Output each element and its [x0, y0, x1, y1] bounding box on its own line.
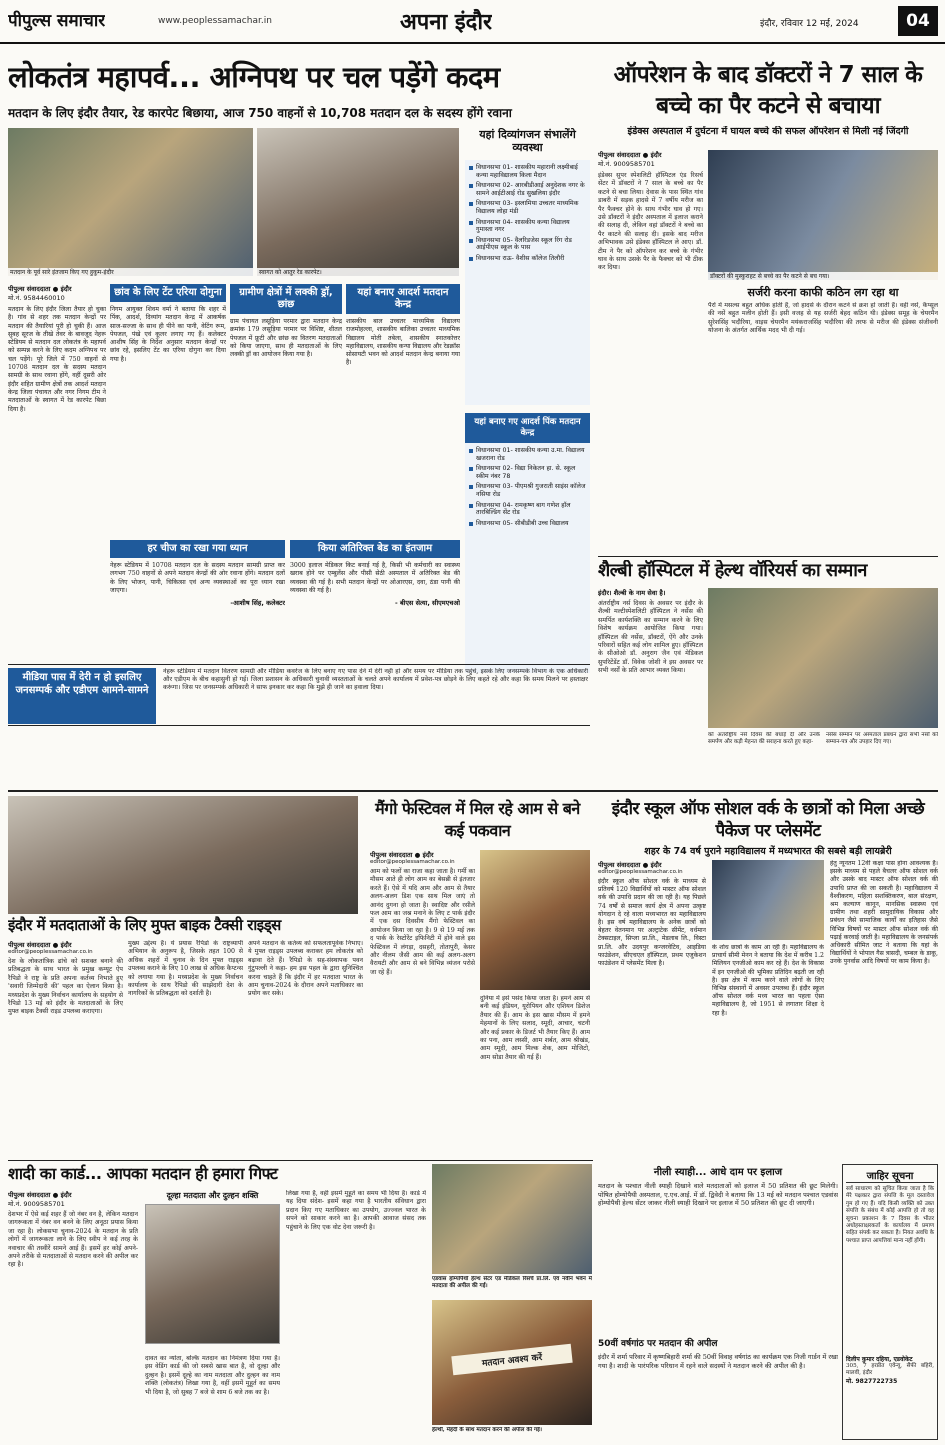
- lead-headline: लोकतंत्र महापर्व... अग्निपथ पर चल पड़ेंगे कदम: [8, 60, 500, 94]
- hospital-caption-right: नर्सेस सम्मान पर अस्पताल प्रबंधन द्वारा सभी नर्सों को सम्मान-पत्र और उपहार दिए गए।: [826, 732, 938, 746]
- pink-booth-item: विधानसभा 04- रामकृष्ण बाग गणेश हॉल तारबिल्डिंग सेंट रोड: [469, 502, 586, 517]
- divyang-box: [465, 128, 590, 688]
- bed-box: [290, 540, 460, 660]
- lead-photo-right-caption: स्वागत को आतुर रेड कारपेट।: [257, 268, 459, 276]
- wedding-body2: दावत का न्योता, बल्कि मतदान का निमंत्रण दिया गया है। इस वेडिंग कार्ड की जो सबसे खास बात है, वो दूल्हा और दुल्हन है। इसमें दूल्हे का नाम मतदाता और दुल्हन का नाम शक्ति (लोकतंत्र) लिखा गया है, वहीं इसमें मुहूर्त का समय भी दिया है, जो सुबह 7 बजे से शाम 6 बजे तक का है।: [145, 1355, 280, 1396]
- hospital-headline: शैल्बी हॉस्पिटल में हेल्थ वॉरियर्स का सम्मान: [598, 560, 867, 581]
- pink-booth-item: विधानसभा 03- पीएमश्री गुजराती साइंस कॉलेज नसिया रोड: [469, 483, 586, 498]
- mango-body: आम को फलों का राजा कहा जाता है। गर्मी का मौसम आते ही लोग आम का बेसब्री से इंतजार करते हैं। ऐसे में यदि आम और आम से तैयार अलग-अलग डिश एक साथ मिल जाएं तो आनंद दुगना हो जाता है। स्वादिष्ट और रसीले फल आम का जश्न मनाने के लिए ट पार्क इंदौर में एक दस दिवसीय मैंगो फेस्टिवल का आयोजन किया जा रहा है। 9 से 19 मई तक द पार्क के रेस्टोरेंट इफिनिटी में होने वाले इस फेस्टिवल में लंगड़ा, दसहरी, तोतापुरी, केसर और नीलम जैसी आम की कई अलग-अलग वैरायटी और आम से बने विभिन्न व्यंजन परोसे जा रहे हैं।: [370, 868, 475, 976]
- bike-body: देश के लोकतांत्रिक ढांचे को सशक्त बनाने की प्रतिबद्धता के साथ भारत के प्रमुख कम्यूट ऐप रैपिडो ने राष्ट्र के प्रति अपना कर्तव्य निभाते हुए 'सवारी जिम्मेदारी की' पहल का ऐलान किया है। मध्यप्रदेश के मुख्य निर्वाचन कार्यालय के सहयोग से रैपिडो 13 मई को इंदौर के मतदाताओं के लिए मुफ्त बाइक टैक्सी राइड उपलब्ध कराएगा।: [8, 958, 123, 1016]
- divyang-item: विधानसभा 04- शासकीय कन्या विद्यालय गुमास्ता नगर: [469, 219, 586, 234]
- wedding-body: देशभर में ऐसे कई शहर हैं जो नंबर वन है, लेकिन मतदान जागरूकता में नंबर वन बनने के लिए अनूठा प्रयास किया जा रहा है। लोकसभा चुनाव-2024 के मतदान के प्रति लोगों में जागरूकता लाने के लिए स्वीप ने कई तरह के नवाचार की तस्वीरें सामने आई हैं। इसमें हर कोई अपने-अपने तरीके से मतदाताओं से मतदान करने की अपील कर रहा है।: [8, 1211, 138, 1269]
- mango-column-1: [370, 850, 475, 1155]
- hospital-rule: [598, 556, 938, 557]
- blue-ink-box: [598, 1164, 838, 1440]
- anniversary-body: इंदौर में शर्मा परिवार में कृष्णबिहारी शर्मा की 50वीं विवाह वर्षगांठ का कार्यक्रम एक निजी गार्डन में रखा गया है। शादी के पारंपरिक परिधान में रहने वाले सदस्यों ने मतदान करने की अपील की है।: [598, 1353, 838, 1370]
- school-column-1: [598, 860, 706, 1160]
- bed-heading: किया अतिरिक्त बेड का इंतजाम: [290, 540, 460, 558]
- attention-box: [110, 540, 285, 660]
- wedding-card-image: [145, 1204, 280, 1344]
- operation-column-1: [598, 150, 703, 440]
- lead-column-3: [230, 284, 342, 534]
- pink-booth-item: विधानसभा 01- शासकीय कन्या उ.मा. विद्यालय खजराना रोड: [469, 447, 586, 462]
- rural-heading: ग्रामीण क्षेत्रों में लक्की ड्रॉ, छांछ: [230, 284, 342, 314]
- bike-photo: [8, 796, 358, 914]
- mango-byline: पीपुल्स संवाददाता ● इंदौर: [370, 851, 434, 859]
- hospital-byline: इंदौर। शैल्बी के नाम सेवा है।: [598, 589, 666, 597]
- bike-body3: अपने मतदान के कर्तव्य को सफलतापूर्वक निभाए। ये मुफ्त राइड्स उपलब्ध कराकर हम लोकतंत्र को बढ़ावा देते हैं। रैपिडो के सह-संस्थापक पवन गुंटुपल्ली ने कहा- हम इस पहल के द्वारा सुनिश्चित करना चाहते हैं कि इंदौर में हर मतदाता भारत के आम चुनाव-2024 के दौरान अपने मताधिकार का प्रयोग कर सके।: [248, 940, 363, 998]
- rural-body: ग्राम पंचायत लसूड़िया परमार द्वारा मतदान केन्द्र क्रमांक 179 लसूड़िया परमार पर विशिष्ट, शीतल पेयजल में फ्रूटी और छांछ का वितरण मतदाताओं को किया जाएगा, साथ ही मतदाताओं के लिए लक्की ड्रॉ का आयोजन किया गया है।: [230, 318, 342, 359]
- school-subhead: शहर के 74 वर्ष पुराने महाविद्यालय में मध्यभारत की सबसे बड़ी लायब्रेरी: [644, 846, 892, 857]
- hospital-column: [598, 588, 703, 788]
- wedding-body3: लिखा गया है, वहीं इसमें मुहूर्त का समय भी दिया है। कार्ड में यह दिया संदेश- इसमें कहा गया है भारतीय संविधान द्वारा प्रदान किए गए मताधिकार का उपयोग, उज्ज्वल भारत के सपने को साकार करने का है। आपकी आवाज संसद तक पहुंचाने के लिए एक वोट देना जरूरी है।: [286, 1190, 426, 1231]
- notice-mobile: मो. 9827722735: [846, 1378, 898, 1386]
- bike-column-1: [8, 940, 123, 1155]
- tent-heading: छांव के लिए टेंट एरिया दोगुना: [110, 284, 226, 302]
- bed-sign: - बीएस सेत्या, सीएमएचओ: [394, 599, 460, 608]
- lead-column-4: [346, 284, 460, 534]
- website[interactable]: www.peoplessamachar.in: [158, 16, 272, 26]
- mango-email[interactable]: editor@peoplessamachar.co.in: [370, 859, 455, 865]
- school-body2: के शोध छात्रों के काम आ रही हैं। महाविद्यालय के प्राचार्य सीमी मेनन ने बताया कि देश में करीब 1.2 मिलियन एनजीओ काम कर रहे हैं। देश के विकास में इन एनजीओ की भूमिका प्रतिदिन बढ़ती जा रही है। इस क्षेत्र में काम करने वाले लोगों के लिए विभिन्न संस्थानों में अवसर उपलब्ध हैं। इंदौर स्कूल ऑफ सोशल वर्क मध्य भारत का पहला ऐसा महाविद्यालय है, जो 1951 से लगातार शिक्षा दे रहा है।: [712, 944, 824, 1017]
- bike-headline: इंदौर में मतदाताओं के लिए मुफ्त बाइक टैक्सी राइड्स: [8, 916, 281, 934]
- model-booth-body: शासकीय बाल उच्चतर माध्यमिक विद्यालय राजमोहल्ला, शासकीय बालिका उच्चतर माध्यमिक विद्यालय मोती तबेला, शासकीय स्नातकोत्तर महाविद्यालय, शासकीय कन्या विद्यालय और रेडक्रॉस सोसायटी भवन को आदर्श मतदान केन्द्र बनाया गया है।: [346, 318, 460, 367]
- school-body3: हेतु न्यूनतम 12वीं कक्षा पास होना आवश्यक है। इसके माध्यम से पहले बैचलर ऑफ सोशल वर्क और उसके बाद मास्टर ऑफ सोशल वर्क की उपाधि प्राप्त की जा सकती है। महाविद्यालय में वैश्वीकरण, महिला सशक्तिकरण, बाल संरक्षण, श्रम कल्याण कानून, मानसिक स्वास्थ्य एवं ग्रामीण तथा शहरी सामुदायिक विकास और प्रबंधन जैसे सामाजिक कार्यों का इतिहास जैसे विभिन्न विषयों पर मास्टर ऑफ सोशल वर्क की पढ़ाई करवाई जाती है। महाविद्यालय के जनसंपर्क अधिकारी सीमित जाट ने बताया कि यहां के विद्यार्थियों ने भोपाल गैस त्रासदी, चम्बल के डाकू, उनके पुनर्वास आदि विषयों पर काम किया है।: [830, 860, 938, 966]
- school-body: इंदौर स्कूल ऑफ सोशल वर्क के माध्यम से प्रतिवर्ष 120 विद्यार्थियों को मास्टर ऑफ सोशल वर्क की उपाधि प्रदान की जा रही है। यह पिछले 74 वर्षों से समाज कार्य क्षेत्र में अपना उत्कृष्ट योगदान दे रहे वाला मध्यभारत का महाविद्यालय है। इस वर्ष महाविद्यालय के अनेक छात्रों को बेहतर वेतनमान पर अल्ट्राटेक सीमेंट, वर्धमान टेक्सटाइल, सिप्ला प्रा.लि., मेडलाब लि., विस्टा प्रा.लि. और उदयपुर कन्जरवेटिव, आइडिया फाउंडेशन, सीएचएल हॉस्पिटल, प्रथम एजुकेशन फाउंडेशन में प्लेसमेंट मिला है।: [598, 878, 706, 968]
- pink-booth-item: विधानसभा 05- सीबीडीबी उच्च विद्यालय: [469, 520, 586, 528]
- lead-photo-left-caption: मतदान के पूर्व सारे इंतजाम किए गए हुकुम-इंदौर: [8, 268, 253, 276]
- bike-byline: पीपुल्स संवाददाता ● इंदौर: [8, 941, 72, 949]
- feature-banner: मतदान अवश्य करें: [451, 1344, 572, 1375]
- lead-column-1: [8, 284, 106, 636]
- bike-body2: मुख्य उद्देश्य है। ये प्रयास रैपिडो के राष्ट्रव्यापी अभियान के अनुरूप है, जिसके तहत 100 से अधिक शहरों में चुनाव के दिन मुफ्त राइड्स उपलब्ध कराने के लिए 10 लाख से अधिक कैप्टन्स को लगाया गया है। मध्यप्रदेश के मुख्य निर्वाचन कार्यालय के साथ रैपिडो की साझेदारी देश के नागरिकों के प्रतिबद्धता को दर्शाती है।: [128, 940, 243, 998]
- mango-body2: दुनिया में इसे पसंद किया जाता है। हमने आम से बनी कई इंडियन, यूरोपियन और एशियन डिशेज तैयार की हैं। आम के इस खास मौसम में हमने मेहमानों के लिए सलाद, स्मूदी, आचार, चटनी और कई प्रकार के डिजर्ट भी तैयार किए हैं। आम का पना, आम लस्सी, आम शर्बत, आम श्रीखंड, आम स्मूदी, आम मिल्क शेक, आम मोजिटो, आम सोडा तैयार की गई हैं।: [480, 995, 590, 1061]
- lead-subhead: मतदान के लिए इंदौर तैयार, रेड कारपेट बिछाया, आज 750 वाहनों से 10,708 मतदान दल के सदस्य होंगे रवाना: [8, 106, 512, 120]
- tent-body: निगम आयुक्त शिवम वर्मा ने बताया कि शहर में पिंक, आदर्श, दिव्यांग मतदान केन्द्र में आकर्षक साज-सज्जा के साथ ही पीने का पानी, वेटिंग रूम, पेयजल, पंखे एवं कूलर लगाए गए हैं। कलेक्टर आशीष सिंह के निर्देश अनुसार मतदान केन्द्रों पर छांव रहे, इसलिए टेंट का एरिया दोगुना कर दिया गया है।: [110, 306, 226, 363]
- school-email[interactable]: editor@peoplessamachar.co.in: [598, 869, 683, 875]
- operation-subhead2: सर्जरी करना काफी कठिन लग रहा था: [747, 286, 899, 299]
- notice-sign: दिलीप कुमार दहिया, एडवोकेट: [846, 1356, 913, 1363]
- divyang-item: विधानसभा 03- इस्लामिया उच्चतर माध्यमिक विद्यालय लोहा मंडी: [469, 200, 586, 215]
- pink-booth-list: [465, 443, 590, 673]
- lead-mobile: मो.नं. 9584460010: [8, 294, 65, 302]
- bike-email[interactable]: editor@peoplessamachar.co.in: [8, 949, 93, 955]
- section-rule: [8, 790, 938, 792]
- divyang-item: विधानसभा 05- वैलरिडजेस स्कूल रिंग रोड आईपीएस स्कूल के पास: [469, 237, 586, 252]
- feature-photo-bottom: [432, 1300, 592, 1425]
- attention-sign: -आशीष सिंह, कलेक्टर: [230, 599, 285, 608]
- model-booth-heading: यहां बनाए आदर्श मतदान केन्द्र: [346, 284, 460, 314]
- masthead: [0, 0, 945, 44]
- divyang-item: विधानसभा 02- आरबीडीआई अनुदेशक नगर के सामने आईटीआई रोड सुखलिया इंदौर: [469, 182, 586, 197]
- feature-caption-top: एडवांस होम्योपैथी हेल्थ सेंटर एंड मेडिकल रिसर्च प्रा.लि. एवं नवीन भवन में मतदाता की अपील की गई।: [432, 1276, 592, 1290]
- operation-subhead: इंडेक्स अस्पताल में दुर्घटना में घायल बच्चे की सफल ऑपरेशन से मिली नई जिंदगी: [627, 126, 909, 137]
- divyang-item: विधानसभा 01- शासकीय महारानी लक्ष्मीबाई कन्या महाविद्यालय किला मैदान: [469, 164, 586, 179]
- wedding-card: [145, 1190, 280, 1350]
- lead-byline: पीपुल्स संवाददाता ● इंदौर: [8, 285, 72, 293]
- operation-photo: [708, 150, 938, 280]
- notice-address: 305, 7 हरप्रीत एवेन्यू, सैफी बहिरी, मालवी, इंदौर: [846, 1363, 934, 1377]
- page-number: 04: [898, 6, 938, 36]
- notice-heading: जाहिर सूचना: [846, 1168, 934, 1183]
- wedding-column-1: [8, 1190, 138, 1440]
- mango-photo: [480, 850, 590, 990]
- school-photo: [712, 860, 824, 940]
- pink-booth-heading: यहां बनाए गए आदर्श पिंक मतदान केन्द्र: [465, 413, 590, 443]
- blue-ink-body: मतदान के पश्चात नीली स्याही दिखाने वाले मतदाताओं को इलाज में 50 प्रतिशत की छूट मिलेगी। पोषित होम्योपैथी अस्पताल, ए.एच.आई. में डॉ. द्विवेदी ने बताया कि 13 मई को मतदान पश्चात एडवांस होम्योपैथी हेल्थ सेंटर जाकर नीली स्याही दिखाने पर इलाज में 50 प्रतिशत की छूट दी जाएगी।: [598, 1182, 838, 1208]
- divyang-heading: यहां दिव्यांगजन संभालेंगे व्यवस्था: [479, 128, 576, 154]
- hospital-body: अंतर्राष्ट्रीय नर्स दिवस के अवसर पर इंदौर के शैल्बी मल्टीस्पेशलिटी हॉस्पिटल ने नर्सेस की समर्पित कार्यशक्ति का सम्मान करने के लिए विशेष कार्यक्रम आयोजित किया गया। हॉस्पिटल की नर्सेस, डॉक्टरों, ऐंगे और उनके परिवारों सहित कई लोग शामिल हुए। हॉस्पिटल के सीओओ डॉ. अनुराग जैन एवं मेडिकल सुपरिटेंडेंट डॉ. विवेक जोशी ने इस अवसर पर सभी नर्सों के प्रति आभार व्यक्त किया।: [598, 600, 703, 675]
- bottom-rule: [8, 1160, 593, 1161]
- blue-ink-heading: नीली स्याही... आधे दाम पर इलाज: [653, 1167, 783, 1178]
- media-heading: मीडिया पास में देरी न हो इसलिए जनसम्पर्क और एडीएम आमने-सामने: [8, 668, 156, 724]
- section-title: अपना इंदौर: [400, 10, 493, 35]
- operation-byline: पीपुल्स संवाददाता ● इंदौर: [598, 151, 662, 159]
- operation-photo-caption: डॉक्टरों की मुस्कुराहट से बच्चे का पैर कटने से बच गया।: [708, 272, 938, 280]
- attention-heading: हर चीज का रखा गया ध्यान: [110, 540, 285, 558]
- operation-body: इंडेक्स सुपर स्पेशलिटी हॉस्पिटल एंड रिसर्च सेंटर में डॉक्टरों ने 7 साल के बच्चे का पैर कटने से बचा लिया। देवास के पास स्थित गांव डाबरी में सड़क हादसे में 7 वर्षीय मरीज का पैर फैक्चर होने के साथ गंभीर घाव हो गए। उसे डॉक्टरों ने इंदौर अस्पताल में इलाज कराने की सलाह दी, लेकिन वहां डॉक्टरों ने बच्चे का पैर काटने की सलाह दी। इसके बाद मरीज अभिभावक उसे इंडेक्स हॉस्पिटल ले आए। डॉ. टीम ने पैर को ऑपरेशन कर बच्चे के गंभीर घाव के साथ उसके पैर के फैक्चर को भी ठीक कर दिया।: [598, 172, 703, 272]
- feature-photo-top: [432, 1164, 592, 1274]
- notice-body: सर्व साधारण को सूचित किया जाता है कि मेरे पक्षकार द्वारा संपत्ति के मूल दस्तावेज गुम हो गए हैं। यदि किसी व्यक्ति को उक्त संपत्ति के संबंध में कोई आपत्ति हो तो वह सूचना प्रकाशन के 7 दिवस के भीतर अधोहस्ताक्षरकर्ता के कार्यालय में प्रमाण सहित संपर्क कर सकता है। नियत अवधि के पश्चात प्राप्त आपत्तियां मान्य नहीं होंगी।: [846, 1186, 934, 1244]
- operation-body2: पैरों में मसल्स बहुत अधिक होती हैं, जो हादसे के दौरान कटने से क्रश हो जाती हैं। वहीं नसें, कैप्सूल की नसें बहुत मलीन होती हैं। इसी वजह से यह सर्जरी बेहद कठिन थी। इंडेक्स समूह के चेयरमैन सुरेशसिंह भदौरिया, वाइस चेयरमैन मयंकराजसिंह भदौरिया की तरफ से मरीज की इंडेक्स संजीवनी योजना के अंतर्गत आर्थिक मदद भी दी गई।: [708, 302, 938, 335]
- hospital-caption-left: को अंतर्राष्ट्रीय नर्स दिवस की बधाई दी और उनके समर्पण और कड़ी मेहनत की सराहना करते हुए कहा-: [708, 732, 820, 746]
- attention-body: नेहरू स्टेडियम में 10708 मतदान दल के सदस्य मतदान सामग्री प्राप्त कर लगभग 750 वाहनों से अपने मतदान केन्द्रों की ओर रवाना होंगे। मतदान दलों के लिए भोजन, पानी, चिकित्सा एवं अन्य व्यवस्थाओं का पूरा ध्यान रखा जाएगा।: [110, 562, 285, 594]
- lead-body: मतदान के लिए इंदौर जिला तैयार हो चुका है। गांव से शहर तक मतदान केन्द्रों पर मतदान की तैयारियां पूरी हो चुकी हैं। आज सुबह सूरज के तीखे तेवर के बावजूद नेहरू स्टेडियम से मतदान दल लोकतंत्र के महापर्व को सम्पन्न करने के लिए कदम अग्निपथ पर चल पड़ेंगे। पूरे जिले में 750 वाहनों से 10708 मतदान दल के सदस्य मतदान सामग्री के साथ रवाना होंगे, वहीं दूसरी ओर इंदौर शहित ग्रामीण क्षेत्रों तक आदर्श मतदान केन्द्र जिला पंचायत और नगर निगम टीम ने मतदाताओं के स्वागत में रेड कारपेट बिछा दिया है।: [8, 306, 106, 413]
- public-notice: [842, 1164, 938, 1440]
- paper-logo: पीपुल्स समाचार: [8, 11, 106, 31]
- mango-headline: मैंगो फेस्टिवल में मिल रहे आम से बने कई पकवान: [375, 799, 580, 840]
- lead-photo-left: [8, 128, 253, 276]
- wedding-card-label: दूल्हा मतदाता और दुल्हन शक्ति: [166, 1191, 259, 1200]
- media-strip: [8, 664, 590, 726]
- operation-headline: ऑपरेशन के बाद डॉक्टरों ने 7 साल के बच्चे का पैर कटने से बचाया: [613, 62, 923, 119]
- feature-caption-bottom: हेल्थी, मेहंदी के साथ मतदान करने की अपील की गई।: [432, 1427, 543, 1433]
- divyang-list: [465, 160, 590, 405]
- wedding-byline: पीपुल्स संवाददाता ● इंदौर: [8, 1191, 72, 1199]
- divyang-item: विधानसभा राऊ- वैशीस कॉलेज तिलौरी: [469, 255, 586, 263]
- lead-photo-right: [257, 128, 459, 276]
- school-byline: पीपुल्स संवाददाता ● इंदौर: [598, 861, 662, 869]
- operation-mobile: मो.नं. 9009585701: [598, 160, 655, 168]
- bed-body: 3000 इलाज मेडिकल किट बनाई गई है, किसी भी कर्मचारी का स्वास्थ्य खराब होने पर एम्बुलेंस और पीसी सेठी अस्पताल में अतिरिक्त बेड की व्यवस्था की गई है। सभी मतदान केन्द्रों पर ओआरएस, दवा, ठंडा पानी की व्यवस्था की गई है।: [290, 562, 460, 594]
- wedding-mobile: मो.नं. 9009585701: [8, 1200, 65, 1208]
- dateline: इंदौर, रविवार 12 मई, 2024: [760, 19, 859, 29]
- lead-column-2: [110, 284, 226, 534]
- wedding-headline: शादी का कार्ड... आपका मतदान ही हमारा गिफ्ट: [8, 1164, 278, 1183]
- media-body: नेहरू स्टेडियम में मतदान वितरण सामग्री और मीडिया कवरेज के लिए बनाए गए पास देने में देरी नहीं हो और समय पर मीडिया तक पहुंचे, इसके लिए जनसम्पर्क विभाग के एक अधिकारी और एडीएम के बीच कहासुनी हो गई। जिला प्रशासन के अधिकारी चुनावी व्यस्तताओं के चलते अपने कार्यालय में प्रवेश-पत्र छोड़ने के लिए कहते रहे और कहा कि समय मिलने पर हस्ताक्षर करूंगा। जिस पर जनसम्पर्क अधिकारी ने साफ इनकार कर कहा कि मुझे ही जाने का हवाला दिया।: [163, 668, 588, 692]
- hospital-photo: [708, 588, 938, 728]
- anniversary-heading: 50वीं वर्षगांठ पर मतदान की अपील: [598, 1339, 718, 1349]
- pink-booth-item: विधानसभा 02- विद्या निकेतन हा. से. स्कूल स्कीम नंबर 78: [469, 465, 586, 480]
- school-headline: इंदौर स्कूल ऑफ सोशल वर्क के छात्रों को मिला अच्छे पैकेज पर प्लेसमेंट: [611, 799, 925, 841]
